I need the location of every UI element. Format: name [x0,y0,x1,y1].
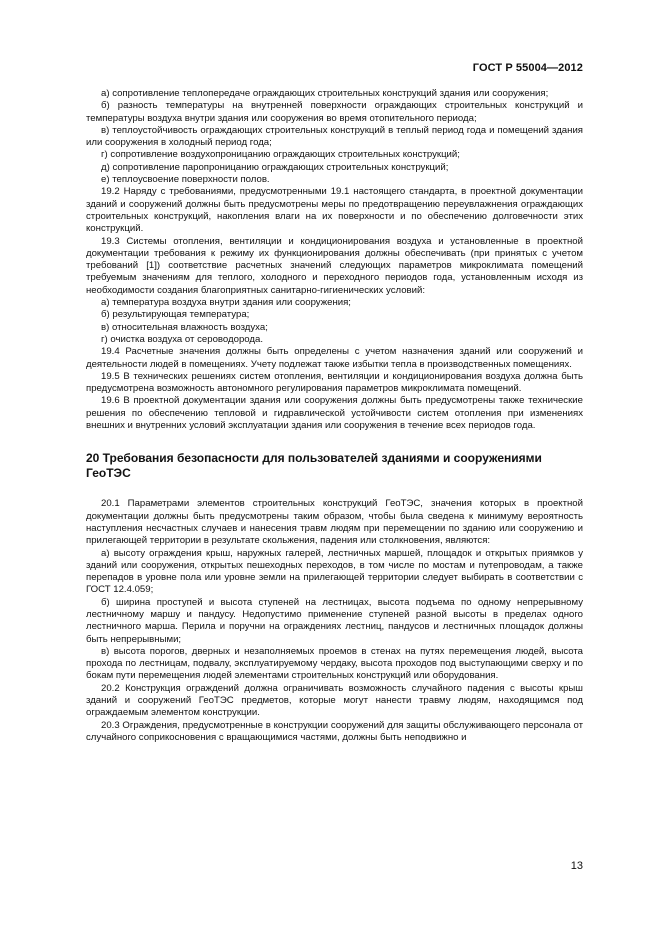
paragraph: в) теплоустойчивость ограждающих строительных конструкций в теплый период года и помещений здания или сооружения в холодный период года; [86,124,583,149]
paragraph: 19.2 Наряду с требованиями, предусмотренными 19.1 настоящего стандарта, в проектной документации зданий и сооружений должны быть предусмотрены меры по предотвращению переувлажнения ограждающих строительных конструкций, накопления влаги на их поверхности и по обеспечению долговечности этих конструкций. [86,186,583,235]
paragraph: б) разность температуры на внутренней поверхности ограждающих строительных конструкций и температуры воздуха внутри здания или сооружения во время отопительного периода; [86,100,583,124]
paragraph: б) ширина проступей и высота ступеней на лестницах, высота подъема по одному непрерывному лестничному маршу и пандусу. Недопустимо применение ступеней разной высоты в пределах одного лестничного марша. Перила и поручни на ограждениях лестниц, пандусов и лестничных площадок должны быть непрерывными; [86,596,583,645]
page-number: 13 [570,860,583,872]
section-heading: 20 Требования безопасности для пользователей зданиями и сооружениями ГеоТЭС [86,451,542,480]
paragraph: 20.2 Конструкция ограждений должна ограничивать возможность случайного падения с высоты крыш зданий и сооружений ГеоТЭС предметов, которые могут нанести травму людям, находящимся под ограждаемым элементом конструкции. [86,682,583,719]
document-header: ГОСТ Р 55004—2012 [472,62,583,74]
paragraph: а) температура воздуха внутри здания или сооружения; [101,297,351,309]
paragraph: 19.4 Расчетные значения должны быть определены с учетом назначения зданий или сооружений и деятельности людей в помещениях. Учету подлежат также избытки тепла в производственных помещениях. [86,346,583,370]
paragraph: в) относительная влажность воздуха; [101,321,268,333]
paragraph: в) высота порогов, дверных и незаполняемых проемов в стенах на путях перемещения людей, высота прохода по лестницам, подвалу, эксплуатируемому чердаку, высота проходов под выступающими сверху и по бокам пути перемещения людей элементами строительных конструкций или оборудования. [86,645,583,682]
paragraph: б) результирующая температура; [101,309,250,321]
paragraph: 20.1 Параметрами элементов строительных конструкций ГеоТЭС, значения которых в проектной документации должны быть предусмотрены таким образом, чтобы была сведена к минимуму вероятность наступления несчастных случаев и нанесения травм людям при перемещении по зданию или сооружению и прилегающей территории в результате скольжения, падения или столкновения, являются: [86,498,583,547]
paragraph: а) сопротивление теплопередаче ограждающих строительных конструкций здания или сооружения; [101,88,549,99]
paragraph: г) очистка воздуха от сероводорода. [101,333,264,345]
paragraph: 19.3 Системы отопления, вентиляции и кондиционирования воздуха и установленные в проектной документации требования к режиму их функционирования должны обеспечивать (при принятых с учетом требований [1]) соответствие расчетных значений следующих параметров микроклимата помещений требуемым значениям для теплого, холодного и переходного периодов года, установленным исходя из необходимости создания благоприятных санитарно-гигиенических условий: [86,235,583,296]
paragraph: 20.3 Ограждения, предусмотренные в конструкции сооружений для защиты обслуживающего персонала от случайного соприкосновения с вращающимися частями, должны быть неподвижно и [86,719,583,743]
paragraph: е) теплоусвоение поверхности полов. [101,174,270,186]
document-body [86,88,583,744]
paragraph: а) высоту ограждения крыш, наружных галерей, лестничных маршей, площадок и открытых приямков у зданий или сооружения, открытых пешеходных переходов, в том числе по мостам и путепроводам, а также перепадов в уровне пола или уровне земли на прилегающей территории следует выбирать в соответствии с ГОСТ 12.4.059; [86,547,583,596]
paragraph: 19.6 В проектной документации здания или сооружения должны быть предусмотрены также технические решения по обеспечению тепловой и гидравлической устойчивости систем отопления при изменениях внешних и внутренних условий эксплуатации здания или сооружения в течение всех периодов года. [86,395,583,432]
paragraph: 19.5 В технических решениях систем отопления, вентиляции и кондиционирования воздуха должна быть предусмотрена возможность автономного регулирования параметров микроклимата помещений. [86,370,583,395]
paragraph: д) сопротивление паропроницанию ограждающих строительных конструкций; [101,161,449,173]
paragraph: г) сопротивление воздухопроницанию ограждающих строительных конструкций; [101,149,460,161]
